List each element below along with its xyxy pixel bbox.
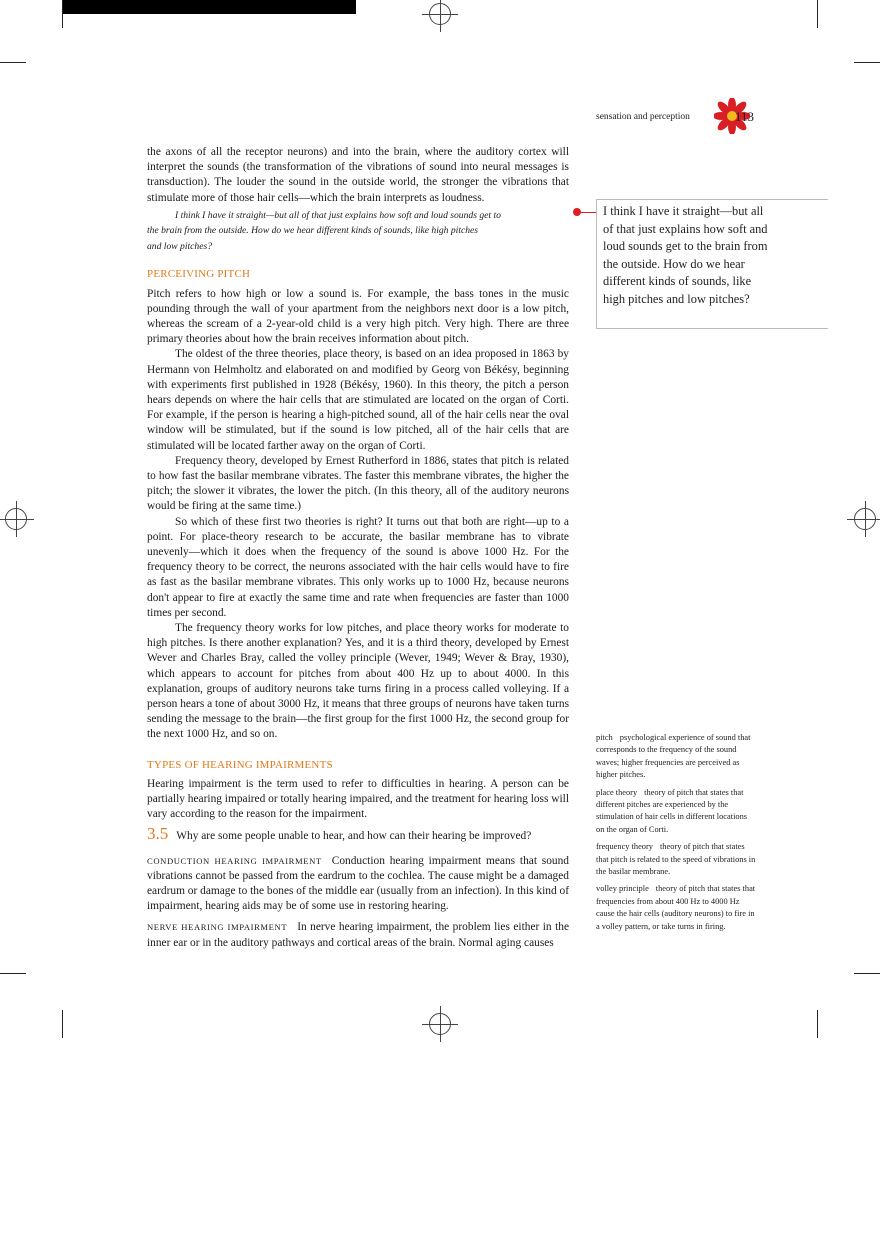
question-line: I think I have it straight—but all of that just explains how soft and loud sounds get to xyxy=(175,209,501,221)
glossary-item xyxy=(596,787,756,837)
conduction-text: Conduction hearing impairment means that sound vibrations cannot be passed from the eardrum to the cochlea. The cause might be a damaged eardrum or damage to the bones of the middle ear (usually from an infection). In this kind of impairment, hearing aids may be of some use in restoring hearing. xyxy=(147,854,570,913)
running-head: sensation and perception xyxy=(596,112,690,122)
learning-objective xyxy=(147,826,569,844)
glossary-term: volley principle xyxy=(596,884,649,894)
glossary-definition: theory of pitch that states that frequencies from about 400 Hz to 4000 Hz cause the hair cells (auditory neurons) to fire in a volley pattern, or take turns in firing. xyxy=(596,884,756,931)
crop-mark xyxy=(62,1010,63,1038)
paragraph-frequency-theory: Frequency theory, developed by Ernest Rutherford in 1886, states that pitch is related to how fast the basilar membrane vibrates. The faster this membrane vibrates, the higher the pitch; the slower it vibrates, the lower the pitch. (In this theory, all of the auditory neurons would be firing at the same time.) xyxy=(147,454,569,513)
registration-mark-top xyxy=(429,3,451,25)
learning-objective-text: Why are some people unable to hear, and how can their hearing be improved? xyxy=(176,830,532,843)
paragraph-pitch-definition: Pitch refers to how high or low a sound is. For example, the bass tones in the music pounding through the wall of your apartment from the neighbors next door is a low pitch, whereas the scream of a 2-year-old child is a very high pitch. Very high. There are three primary theories about how the brain receives information about pitch. xyxy=(147,287,569,346)
crop-mark xyxy=(0,973,26,974)
glossary-definition: theory of pitch that states that different pitches are experienced by the stimulation of hair cells in different locations on the organ of Corti. xyxy=(596,787,748,834)
callout-marker-dot xyxy=(573,208,581,216)
crop-mark xyxy=(0,62,26,63)
learning-objective-number: 3.5 xyxy=(147,824,169,844)
heading-perceiving-pitch: PERCEIVING PITCH xyxy=(147,268,251,281)
paragraph-which-theory: So which of these first two theories is right? It turns out that both are right—up to a point. For place-theory research to be accurate, the basilar membrane has to vibrate unevenly—which it does when the frequency of the sound is above 1000 Hz. For the frequency theory to be correct, the neurons associated with the hair cells would have to fire as fast as the basilar membrane vibrates. This only works up to 1000 Hz, because neurons don't appear to fire at exactly the same time and rate when frequencies are faster than 1000 times per second. xyxy=(147,515,569,619)
main-text-column xyxy=(147,145,569,951)
crop-mark xyxy=(817,0,818,28)
glossary-item xyxy=(596,732,756,782)
callout-connector-line xyxy=(581,212,596,213)
paragraph-place-theory: The oldest of the three theories, place theory, is based on an idea proposed in 1863 by Hermann von Helmholtz and elaborated on and modified by Georg von Békésy, beginning with experiments first published in 1928 (Békésy, 1960). In this theory, the pitch a person hears depends on where the hair cells that are stimulated are located on the organ of Corti. For example, if the person is hearing a high-pitched sound, all of the hair cells near the oval window will be stimulated, but if the sound is low pitched, all of the hair cells that are stimulated will be located farther away on the organ of Corti. xyxy=(147,348,569,452)
glossary-term: place theory xyxy=(596,787,638,797)
paragraph-hearing-impairment: Hearing impairment is the term used to refer to difficulties in hearing. A person can be partially hearing impaired or totally hearing impaired, and the treatment for hearing loss will vary according to the reason for the impairment. xyxy=(147,777,569,821)
paragraph-intro: the axons of all the receptor neurons) and into the brain, where the auditory cortex will interpret the sounds (the transformation of the vibrations of sound into neural messages is transduction). The louder the sound in the outside world, the stronger the vibrations that stimulate more of those hair cells—which the brain interprets as loudness. xyxy=(147,146,569,204)
glossary-definition: theory of pitch that states that pitch is related to the speed of vibrations in the basilar membrane. xyxy=(596,842,756,877)
glossary-item xyxy=(596,883,756,933)
glossary-item xyxy=(596,841,756,878)
crop-mark xyxy=(62,0,63,28)
heading-hearing-impairments: TYPES OF HEARING IMPAIRMENTS xyxy=(147,758,333,771)
paragraph-conduction-impairment xyxy=(147,854,569,915)
crop-mark xyxy=(854,973,880,974)
crop-mark xyxy=(854,62,880,63)
margin-callout xyxy=(596,199,828,329)
subhead-nerve: NERVE HEARING IMPAIRMENT xyxy=(147,922,288,933)
subhead-conduction: CONDUCTION HEARING IMPAIRMENT xyxy=(147,855,322,866)
student-question xyxy=(147,208,569,255)
question-line: and low pitches? xyxy=(147,240,213,252)
registration-mark-right xyxy=(854,508,876,530)
crop-mark xyxy=(817,1010,818,1038)
glossary-term: frequency theory xyxy=(596,842,653,852)
callout-text: I think I have it straight—but all of that just explains how soft and loud sounds get to the brain from the outside. How do we hear different kinds of sounds, like high pitches and low pitches? xyxy=(603,204,768,306)
registration-mark-bottom xyxy=(429,1013,451,1035)
paragraph-nerve-impairment xyxy=(147,920,569,950)
page-number: 113 xyxy=(735,109,755,124)
question-line: the brain from the outside. How do we hear different kinds of sounds, like high pitches xyxy=(147,225,479,237)
paragraph-volley-principle: The frequency theory works for low pitches, and place theory works for moderate to high pitches. Is there another explanation? Yes, and it is a third theory, developed by Ernest Wever and Charles Bray, called the volley principle (Wever, 1949; Wever & Bray, 1930), which appears to account for pitches from about 400 Hz up to about 4000. In this explanation, groups of auditory neurons take turns firing in a process called volleying. If a person hears a tone of about 3000 Hz, it means that three groups of neurons have taken turns sending the message to the brain—the first group for the first 1000 Hz, the second group for the next 1000 Hz, and so on. xyxy=(147,621,569,741)
nerve-text: In nerve hearing impairment, the problem lies either in the inner ear or in the auditory pathways and cortical areas of the brain. Normal aging causes xyxy=(147,921,569,949)
glossary-term: pitch xyxy=(596,733,613,742)
top-black-bar xyxy=(62,0,356,14)
glossary-definition: psychological experience of sound that corresponds to the frequency of the sound waves; higher frequencies are perceived as higher pitches. xyxy=(596,733,751,780)
glossary-sidebar xyxy=(596,732,756,938)
registration-mark-left xyxy=(5,508,27,530)
